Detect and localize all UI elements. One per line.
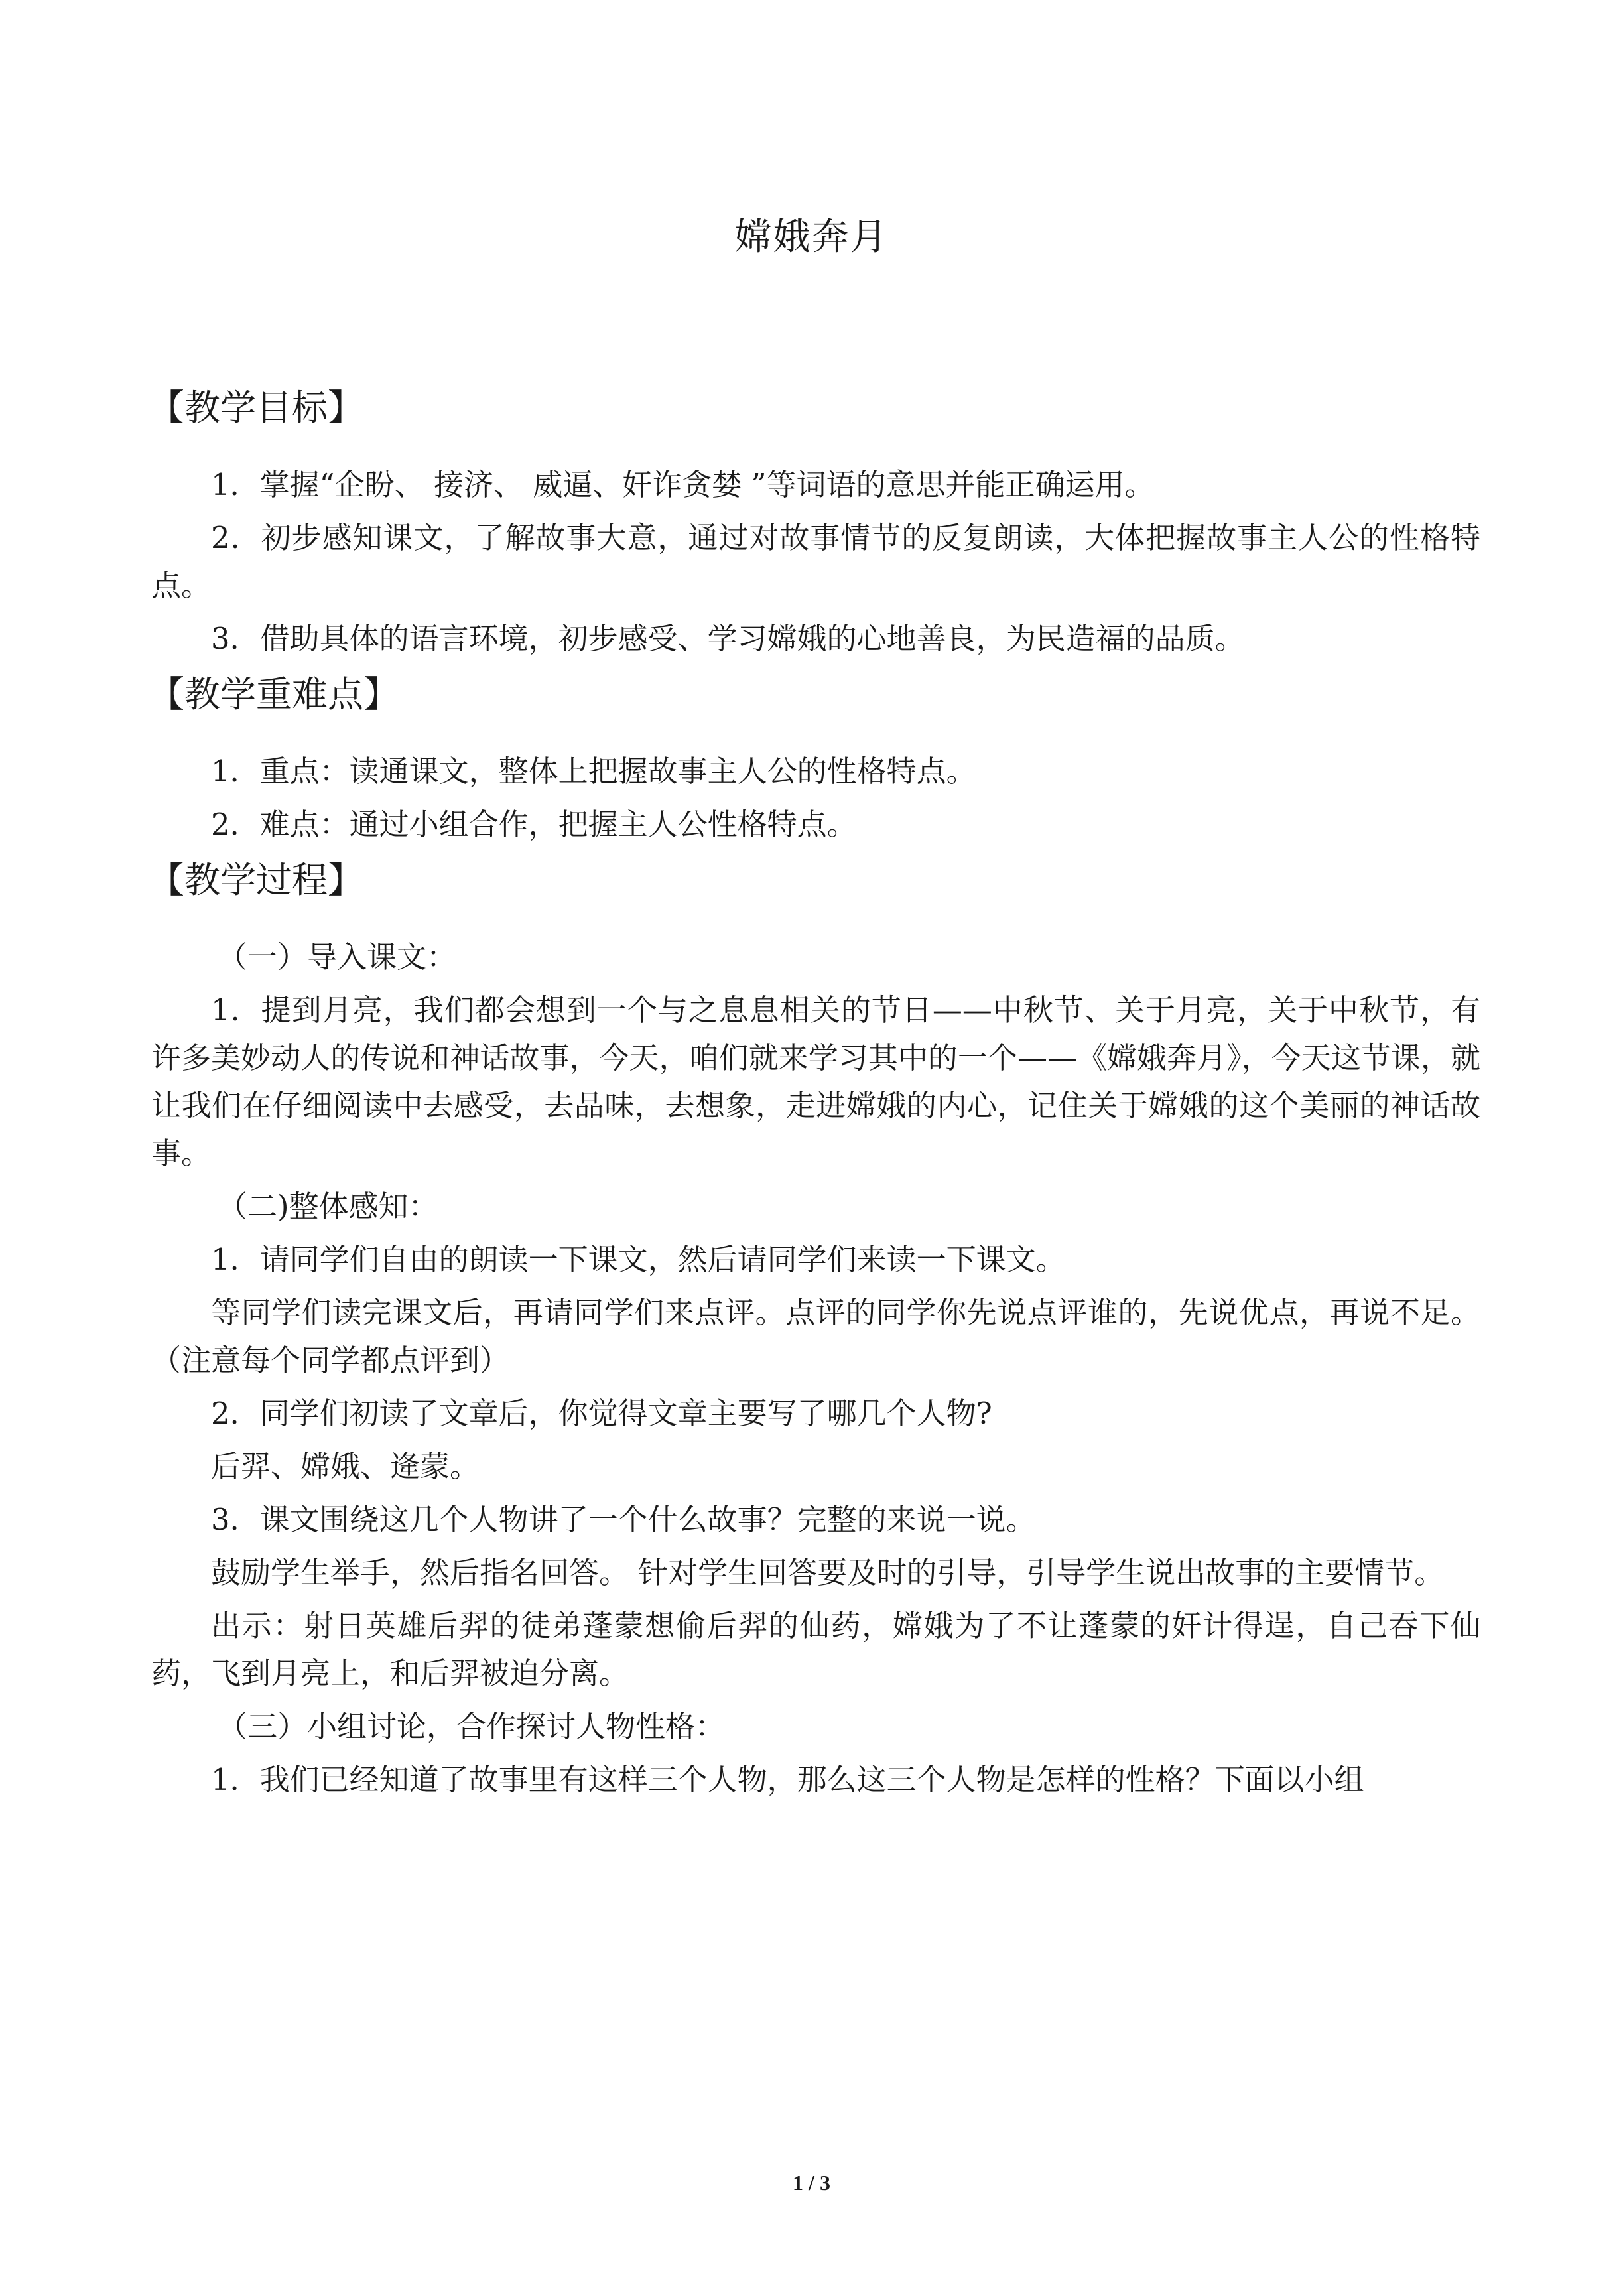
process-paragraph: 1．我们已经知道了故事里有这样三个人物，那么这三个人物是怎样的性格？下面以小组 [211, 1762, 1364, 1797]
process-paragraph: 2．同学们初读了文章后，你觉得文章主要写了哪几个人物? [211, 1396, 992, 1431]
section-heading-objectives: 【教学目标】 [149, 387, 363, 429]
process-subheading-overview: （二)整体感知： [218, 1189, 438, 1224]
process-paragraph: 等同学们读完课文后，再请同学们来点评。点评的同学你先说点评谁的，先说优点，再说不足。（注意每个同学都点评到） [151, 1295, 1480, 1378]
process-paragraph: 3．课文围绕这几个人物讲了一个什么故事？完整的来说一说。 [211, 1502, 1036, 1537]
section-heading-key-points: 【教学重难点】 [149, 673, 399, 715]
section-heading-process: 【教学过程】 [149, 859, 363, 901]
objective-item-3: 3．借助具体的语言环境，初步感受、学习嫦娥的心地善良，为民造福的品质。 [211, 621, 1245, 656]
objective-item-2: 2．初步感知课文，了解故事大意，通过对故事情节的反复朗读，大体把握故事主人公的性格特点。 [151, 520, 1480, 603]
process-paragraph: 出示：射日英雄后羿的徒弟蓬蒙想偷后羿的仙药，嫦娥为了不让蓬蒙的奸计得逞，自己吞下仙药，飞到月亮上，和后羿被迫分离。 [151, 1608, 1480, 1691]
document-body [151, 381, 1480, 1809]
key-point-item-2: 2．难点：通过小组合作，把握主人公性格特点。 [211, 807, 857, 842]
process-paragraph: 1．请同学们自由的朗读一下课文，然后请同学们来读一下课文。 [211, 1242, 1066, 1277]
objective-item-1: 1．掌握“企盼、 接济、 威逼、奸诈贪婪 ”等词语的意思并能正确运用。 [211, 467, 1155, 502]
key-point-item-1: 1．重点：读通课文，整体上把握故事主人公的性格特点。 [211, 754, 976, 789]
page-number: 1 / 3 [793, 2171, 830, 2195]
document-title: 嫦娥奔月 [734, 216, 889, 259]
process-paragraph: 后羿、嫦娥、逄蒙。 [211, 1449, 480, 1484]
process-paragraph: 鼓励学生举手，然后指名回答。 针对学生回答要及时的引导，引导学生说出故事的主要情节。 [211, 1555, 1445, 1590]
process-paragraph: 1．提到月亮，我们都会想到一个与之息息相关的节日——中秋节、关于月亮，关于中秋节，有许多美妙动人的传说和神话故事，今天，咱们就来学习其中的一个——《嫦娥奔月》，今天这节课，就让我们在仔细阅读中去感受，去品味，去想象，走进嫦娥的内心，记住关于嫦娥的这个美丽的神话故事。 [151, 992, 1480, 1171]
process-subheading-intro: （一）导入课文： [218, 939, 457, 975]
process-subheading-discussion: （三）小组讨论，合作探讨人物性格： [218, 1709, 726, 1744]
